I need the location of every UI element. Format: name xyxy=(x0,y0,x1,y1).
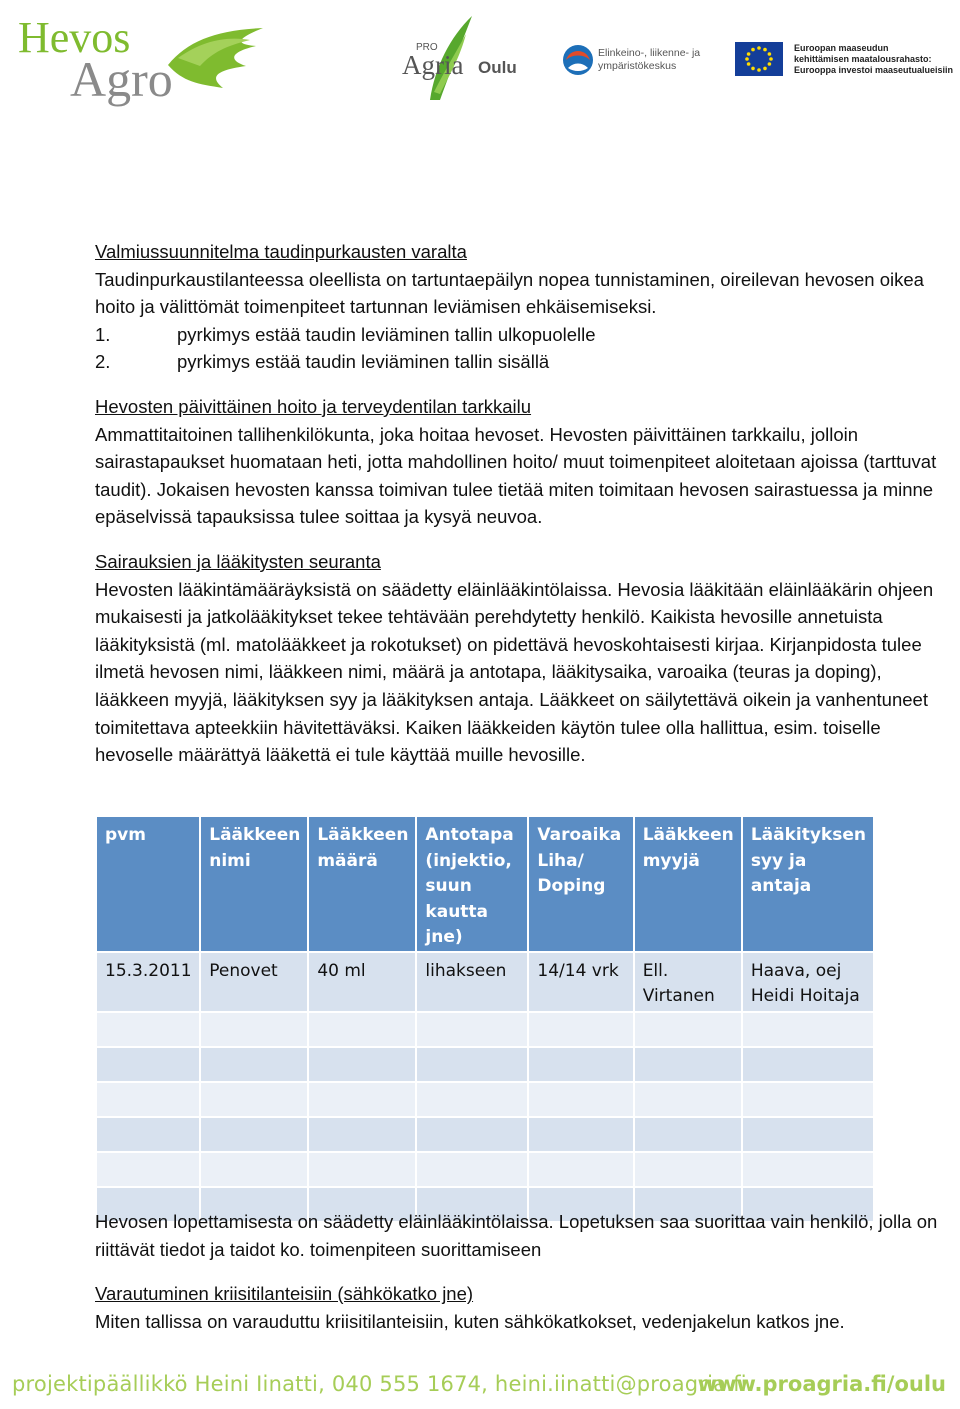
document-body-continued xyxy=(95,1208,945,1335)
section3-text: Hevosten lääkintämääräyksistä on säädetty eläinlääkintölaissa. Hevosia lääkitään eläinlääkärin ohjeen mukaisesti ja jatkolääkitykset tekee tehtävään perehdytetty henkilö. Kaikista hevosille annetuista lääkityksistä (ml. matolääkkeet ja rokotukset) on pidettävä hevoskohtaisesti kirjaa. Kirjanpidosta tulee ilmetä hevosen nimi, lääkkeen nimi, määrä ja antotapa, lääkitysaika, varoaika (teuras ja doping), lääkkeen myyjä, lääkityksen syy ja lääkityksen antaja. Lääkkeet on säilytettävä oikein ja vanhentuneet toimitettava apteekkiin hävitettäväksi. Kaiken lääkkeiden käytön tulee olla hallittua, esim. toiselle hevoselle määrättyä lääkettä ei tule käyttää muille hevosille. xyxy=(95,578,934,766)
table-cell: 15.3.2011 xyxy=(96,952,200,1012)
eu-line1: Euroopan maaseudun xyxy=(794,43,889,53)
header-logos xyxy=(0,0,960,110)
list-number: 2. xyxy=(95,351,111,373)
agria-name-text: Agria xyxy=(402,50,464,80)
section1-heading: Valmiussuunnitelma taudinpurkausten varalta xyxy=(95,241,467,262)
eu-line2: kehittämisen maatalousrahasto: xyxy=(794,54,932,64)
header-cell: Lääkkeen määrä xyxy=(308,816,416,952)
list-text: pyrkimys estää taudin leviäminen tallin ulkopuolelle xyxy=(177,323,596,345)
section5-text: Miten tallissa on varauduttu kriisitilanteisiin, kuten sähkökatkokset, vedenjakelun katkos jne. xyxy=(95,1310,845,1332)
table-row-empty xyxy=(96,1117,874,1152)
list-text: pyrkimys estää taudin leviäminen tallin sisällä xyxy=(177,351,550,373)
agria-pro-text: PRO xyxy=(416,42,438,53)
ely-line2: ympäristökeskus xyxy=(598,60,677,72)
table-cell: 40 ml xyxy=(308,952,416,1012)
table-row-empty xyxy=(96,1082,874,1117)
table-row-empty xyxy=(96,1152,874,1187)
agria-city-text: Oulu xyxy=(478,58,517,77)
table-cell: lihakseen xyxy=(416,952,528,1012)
list-number: 1. xyxy=(95,323,111,345)
eu-line3: Eurooppa investoi maaseutualueisiin xyxy=(794,65,954,75)
table-header-row xyxy=(96,816,874,952)
list-item xyxy=(95,321,945,349)
section2-heading: Hevosten päivittäinen hoito ja terveydentilan tarkkailu xyxy=(95,395,532,417)
table-cell: Haava, oej Heidi Hoitaja xyxy=(742,952,874,1012)
ely-line1: Elinkeino-, liikenne- ja xyxy=(598,47,701,59)
footer-contact: projektipäällikkö Heini Iinatti, 040 555 1674, heini.iinatti@proagria.fi xyxy=(12,1372,747,1396)
table-row-empty xyxy=(96,1047,874,1082)
hevosagro-logo-line2: Agro xyxy=(70,51,173,107)
ely-keskus-logo xyxy=(560,38,710,82)
list-item xyxy=(95,348,945,376)
proagria-oulu-logo xyxy=(400,12,525,104)
header-cell: Lääkkeen nimi xyxy=(200,816,308,952)
header-cell: Antotapa (injektio, suun kautta jne) xyxy=(416,816,528,952)
eu-maaseutu-logo xyxy=(735,40,957,80)
footer-website-link[interactable]: www.proagria.fi/oulu xyxy=(697,1372,946,1396)
document-body xyxy=(95,238,945,769)
section5-heading: Varautuminen kriisitilanteisiin (sähkökatko jne) xyxy=(95,1283,474,1305)
table-row-empty xyxy=(96,1012,874,1047)
section2-text: Ammattitaitoinen tallihenkilökunta, joka hoitaa hevoset. Hevosten päivittäinen tarkkailu, jolloin sairastapaukset huomataan heti, jotta mahdollinen hoito/ muut toimenpiteet aloitetaan ajoissa (tarttuvat taudit). Jokaisen hevosten kanssa toimivan tulee tietää miten toimitaan hevosen sairastuessa ja minne epäselvissä tapauksissa tulee soittaa ja kysyä neuvoa. xyxy=(95,423,937,528)
medication-log-table xyxy=(95,815,875,1223)
table-cell: Penovet xyxy=(200,952,308,1012)
hevosagro-logo xyxy=(18,10,268,110)
page-footer xyxy=(0,1362,960,1409)
table-cell: Ell. Virtanen xyxy=(634,952,742,1012)
header-cell: pvm xyxy=(96,816,200,952)
header-cell: Varoaika Liha/ Doping xyxy=(528,816,633,952)
header-cell: Lääkkeen myyjä xyxy=(634,816,742,952)
section1-text: Taudinpurkaustilanteessa oleellista on tartuntaepäilyn nopea tunnistaminen, oireilevan hevosen oikea hoito ja välittömät toimenpiteet tartunnan leviämisen ehkäisemiseksi. xyxy=(95,268,924,318)
header-cell: Lääkityksen syy ja antaja xyxy=(742,816,874,952)
section4-text: Hevosen lopettamisesta on säädetty eläinlääkintölaissa. Lopetuksen saa suorittaa vain henkilö, jolla on riittävät tiedot ja taidot ko. toimenpiteen suorittamiseen xyxy=(95,1211,938,1260)
table-row xyxy=(96,952,874,1012)
section3-heading: Sairauksien ja lääkitysten seuranta xyxy=(95,550,381,572)
table-cell: 14/14 vrk xyxy=(528,952,633,1012)
hevosagro-logo-line1: Hevos xyxy=(18,13,131,62)
